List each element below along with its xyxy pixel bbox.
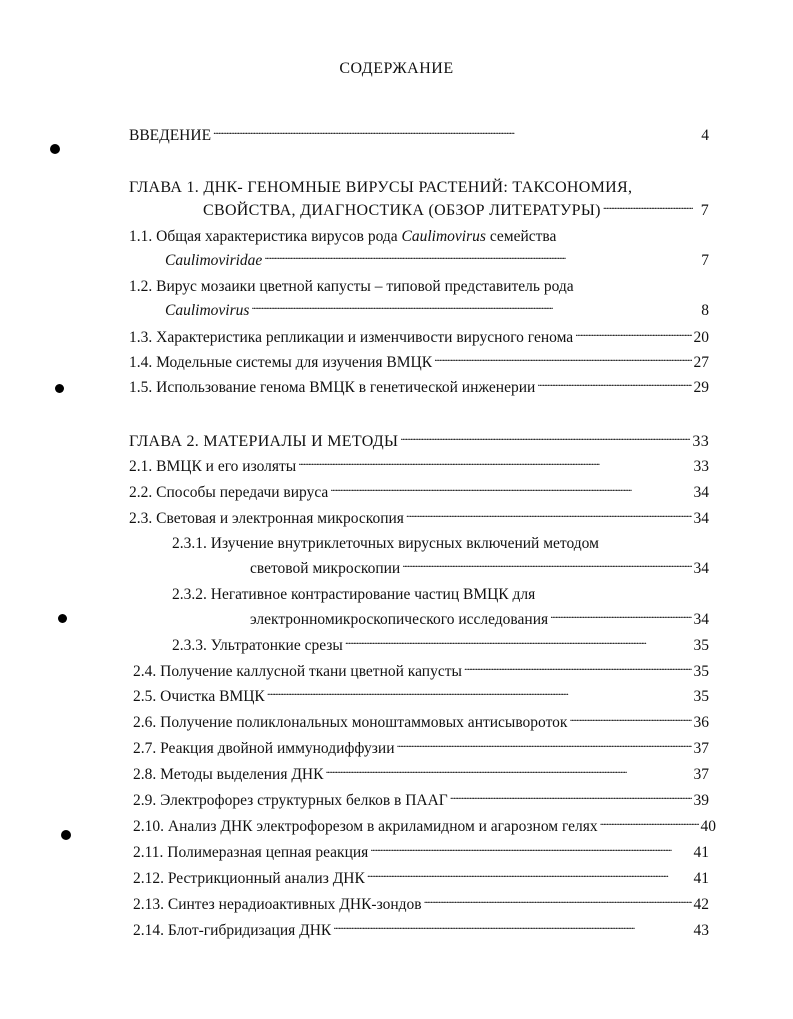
toc-entry-2-7[interactable] [133, 739, 709, 759]
toc-page: 29 [693, 379, 709, 396]
toc-entry-1-4[interactable] [129, 353, 709, 373]
toc-entry-2-3-2[interactable] [250, 610, 709, 630]
toc-leader [400, 432, 690, 446]
toc-entry-2-6[interactable] [133, 713, 709, 733]
toc-label: 2.14. Блот-гибридизация ДНК [133, 922, 332, 939]
toc-page: 35 [693, 637, 709, 654]
toc-leader [325, 765, 691, 779]
toc-entry-2-10[interactable] [133, 817, 716, 837]
toc-page: 7 [701, 252, 709, 269]
toc-label: Caulimovirus [165, 302, 250, 319]
toc-label: 2.9. Электрофорез структурных белков в ПААГ [133, 792, 448, 809]
binder-hole-mark-1 [50, 144, 60, 154]
toc-page: 41 [693, 844, 709, 861]
genus-name: Caulimovirus [401, 228, 486, 245]
toc-label: 2.7. Реакция двойной иммунодиффузии [133, 740, 395, 757]
toc-entry-2-3-1-line1: 2.3.1. Изучение внутриклеточных вирусных включений методом [172, 535, 599, 552]
toc-leader [267, 687, 692, 701]
toc-label: 1.4. Модельные системы для изучения ВМЦК [129, 354, 433, 371]
toc-label: 2.8. Методы выделения ДНК [133, 766, 324, 783]
toc-entry-1-1[interactable] [165, 251, 709, 271]
toc-entry-2-5[interactable] [133, 687, 709, 707]
toc-leader [330, 483, 691, 497]
toc-page: 40 [700, 818, 716, 835]
toc-page: 20 [693, 329, 709, 346]
toc-leader [464, 662, 692, 676]
toc-page: 34 [693, 510, 709, 527]
toc-label: 2.5. Очистка ВМЦК [133, 688, 265, 705]
toc-label: Caulimoviridae [165, 252, 263, 269]
toc-label: ВВЕДЕНИЕ [129, 127, 212, 144]
toc-page: 34 [693, 484, 709, 501]
toc-leader [569, 713, 691, 727]
toc-page: 43 [693, 922, 709, 939]
toc-entry-2-8[interactable] [133, 765, 709, 785]
toc-entry-2-3-3[interactable] [172, 636, 709, 656]
toc-entry-2-3-1[interactable] [250, 559, 709, 579]
toc-leader [406, 509, 692, 523]
toc-page: 41 [693, 870, 709, 887]
toc-entry-2-1[interactable] [129, 457, 709, 477]
toc-entry-1-1-line1: 1.1. Общая характеристика вирусов рода Caulimovirus семейства [129, 228, 557, 245]
toc-entry-chapter-2[interactable] [129, 432, 709, 452]
toc-leader [370, 843, 691, 857]
toc-page: 39 [693, 792, 709, 809]
chapter-1-heading: ГЛАВА 1. ДНК- ГЕНОМНЫЕ ВИРУСЫ РАСТЕНИЙ: ТАКСОНОМИЯ, [129, 179, 633, 196]
toc-label: 2.12. Рестрикционный анализ ДНК [133, 870, 365, 887]
toc-leader [397, 739, 692, 753]
toc-label: ГЛАВА 2. МАТЕРИАЛЫ И МЕТОДЫ [129, 433, 399, 450]
toc-leader [298, 457, 691, 471]
toc-label: 2.10. Анализ ДНК электрофорезом в акриламидном и агарозном гелях [133, 818, 598, 835]
toc-label: СВОЙСТВА, ДИАГНОСТИКА (ОБЗОР ЛИТЕРАТУРЫ) [203, 202, 601, 219]
toc-label: световой микроскопии [250, 560, 401, 577]
toc-entry-2-4[interactable] [133, 662, 709, 682]
toc-leader [537, 378, 691, 392]
toc-leader [550, 610, 691, 624]
toc-label: 2.6. Получение поликлональных моноштаммовых антисывороток [133, 714, 568, 731]
toc-leader [450, 791, 692, 805]
toc-entry-2-3-2-line1: 2.3.2. Негативное контрастирование частиц ВМЦК для [172, 586, 536, 603]
toc-entry-1-2[interactable] [165, 301, 709, 321]
toc-label: 1.3. Характеристика репликации и изменчивости вирусного генома [129, 329, 574, 346]
toc-page: 7 [700, 202, 709, 219]
toc-page: 34 [693, 560, 709, 577]
toc-label: 2.2. Способы передачи вируса [129, 484, 329, 501]
toc-leader [345, 636, 692, 650]
toc-entry-1-2-line1: 1.2. Вирус мозаики цветной капусты – типовой представитель рода [129, 278, 574, 295]
toc-entry-1-3[interactable] [129, 328, 709, 348]
toc-leader [424, 895, 692, 909]
toc-page: 37 [693, 766, 709, 783]
toc-leader [600, 817, 699, 831]
page-title: СОДЕРЖАНИЕ [339, 60, 454, 77]
toc-leader [603, 201, 693, 215]
toc-page: 33 [692, 433, 709, 450]
toc-leader [575, 328, 691, 342]
toc-entry-intro[interactable] [129, 126, 709, 146]
toc-leader [367, 869, 692, 883]
toc-page: 37 [693, 740, 709, 757]
toc-page: 42 [693, 896, 709, 913]
toc-entry-2-12[interactable] [133, 869, 709, 889]
toc-page: 36 [693, 714, 709, 731]
toc-label: 1.5. Использование генома ВМЦК в генетической инженерии [129, 379, 536, 396]
toc-leader [402, 559, 691, 573]
toc-entry-2-13[interactable] [133, 895, 709, 915]
toc-page: 4 [701, 127, 709, 144]
toc-leader [251, 301, 693, 315]
toc-label: электронномикроскопического исследования [250, 611, 549, 628]
toc-entry-2-2[interactable] [129, 483, 709, 503]
toc-entry-2-14[interactable] [133, 921, 709, 941]
toc-entry-2-9[interactable] [133, 791, 709, 811]
toc-leader [213, 126, 693, 140]
toc-page: 27 [693, 354, 709, 371]
toc-label: 2.1. ВМЦК и его изоляты [129, 458, 297, 475]
toc-leader [434, 353, 691, 367]
binder-hole-mark-4 [61, 830, 71, 840]
toc-entry-2-11[interactable] [133, 843, 709, 863]
toc-entry-1-5[interactable] [129, 378, 709, 398]
toc-label: 2.4. Получение каллусной ткани цветной капусты [133, 663, 462, 680]
toc-page: 33 [693, 458, 709, 475]
toc-leader [333, 921, 691, 935]
toc-page: 8 [701, 302, 709, 319]
toc-entry-chapter-1[interactable] [203, 201, 709, 221]
toc-leader [264, 251, 693, 265]
toc-label: 2.11. Полимеразная цепная реакция [133, 844, 369, 861]
toc-label: 2.3. Световая и электронная микроскопия [129, 510, 404, 527]
toc-page: 34 [693, 611, 709, 628]
toc-label: 2.13. Синтез нерадиоактивных ДНК-зондов [133, 896, 422, 913]
toc-label: 2.3.3. Ультратонкие срезы [172, 637, 343, 654]
toc-entry-2-3[interactable] [129, 509, 709, 529]
binder-hole-mark-2 [55, 384, 64, 393]
toc-page: 35 [693, 663, 709, 680]
toc-page: 35 [693, 688, 709, 705]
binder-hole-mark-3 [58, 614, 67, 623]
